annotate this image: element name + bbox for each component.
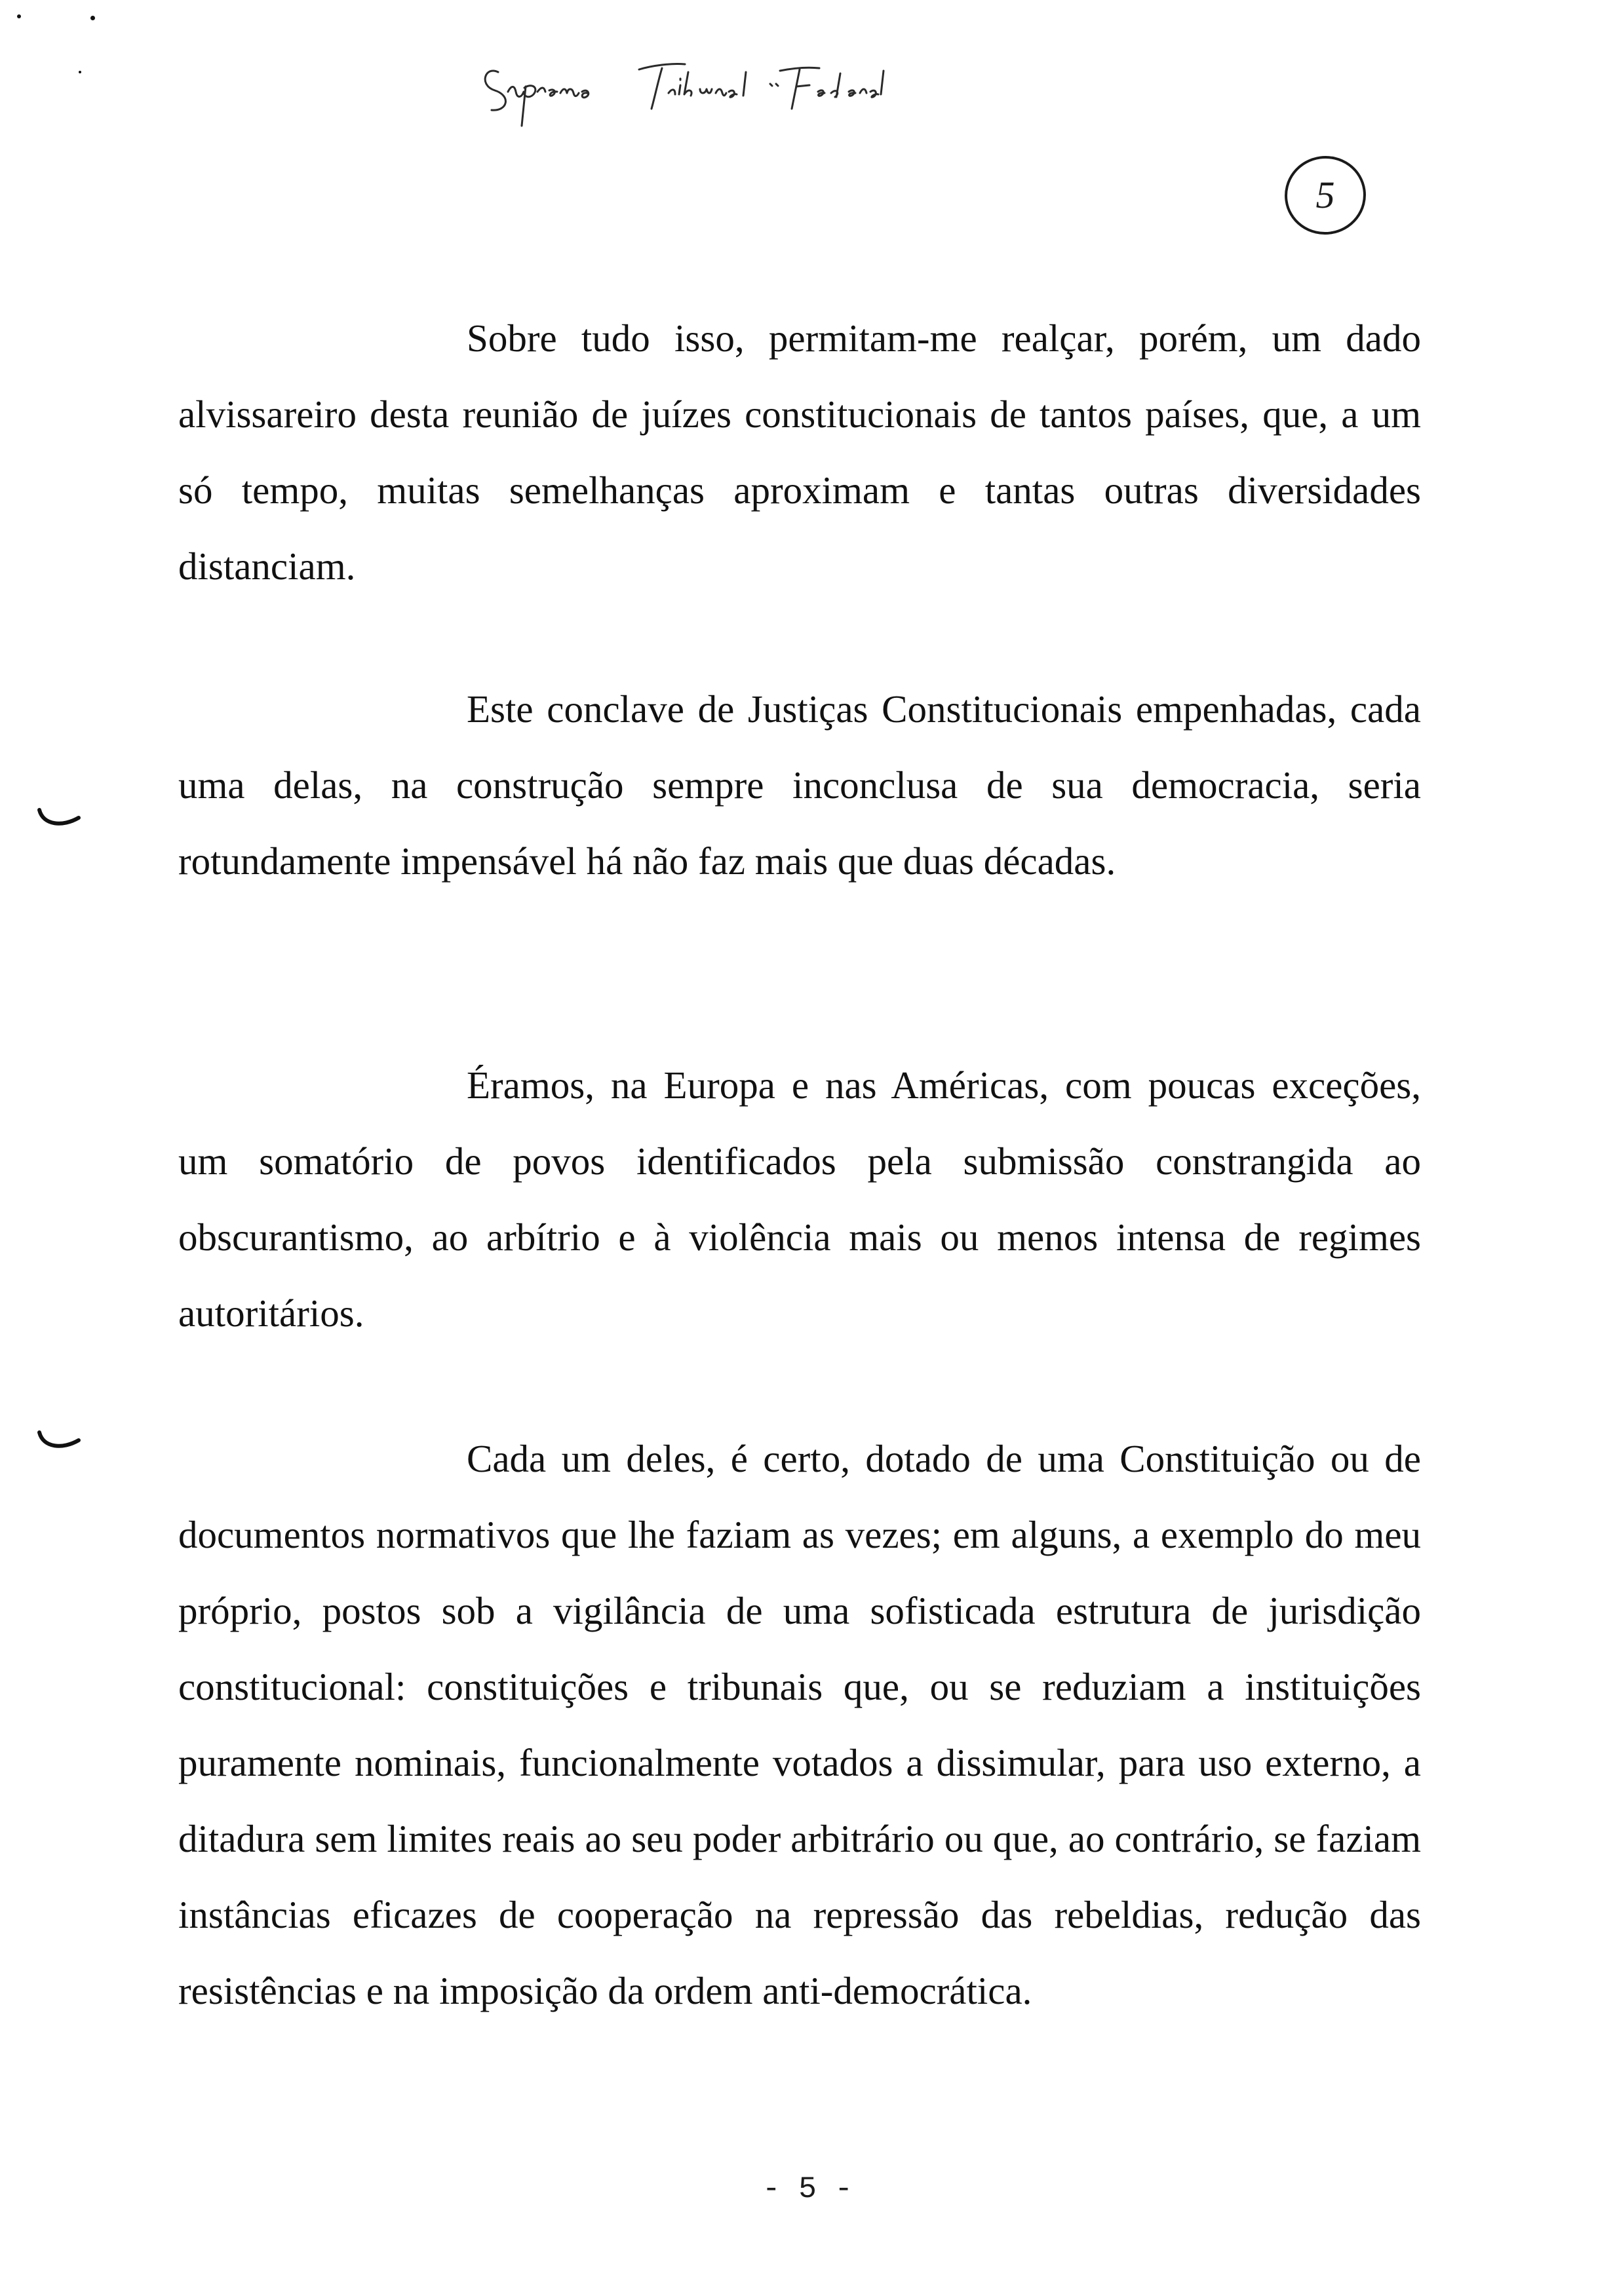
- body-paragraph: Cada um deles, é certo, dotado de uma Constituição ou de documentos normativos que lhe faziam as vezes; em alguns, a exemplo do meu próprio, postos sob a vigilância de uma sofisticada estrutura de jurisdição constitucional: constituições e tribunais que, ou se reduziam a instituições puramente nominais, funcionalmente votados a dissimular, para uso externo, a ditadura sem limites reais ao seu poder arbitrário ou que, ao contrário, se faziam instâncias eficazes de cooperação na repressão das rebeldias, redução das resistências e na imposição da ordem anti-democrática.: [178, 1437, 1421, 2012]
- scan-speck: [17, 14, 21, 18]
- body-paragraph: Sobre tudo isso, permitam-me realçar, porém, um dado alvissareiro desta reunião de juízes constitucionais de tantos países, que, a um só tempo, muitas semelhanças aproximam e tantas outras diversidades distanciam.: [178, 316, 1421, 588]
- margin-check-mark: [37, 1428, 83, 1455]
- body-paragraph: Este conclave de Justiças Constitucionais empenhadas, cada uma delas, na construção sempre inconclusa de sua democracia, seria rotundamente impensável há não faz mais que duas décadas.: [178, 687, 1421, 883]
- margin-check-mark: [37, 806, 83, 832]
- folio-number: 5: [1315, 174, 1335, 216]
- folio-stamp: [1279, 149, 1371, 241]
- scan-speck: [79, 71, 81, 73]
- scan-speck: [90, 16, 95, 20]
- letterhead-logo: [472, 46, 1062, 131]
- body-paragraph: Éramos, na Europa e nas Américas, com poucas exceções, um somatório de povos identificados pela submissão constrangida ao obscurantismo, ao arbítrio e à violência mais ou menos intensa de regimes autoritários.: [178, 1063, 1421, 1335]
- page-number: - 5 -: [762, 2172, 853, 2206]
